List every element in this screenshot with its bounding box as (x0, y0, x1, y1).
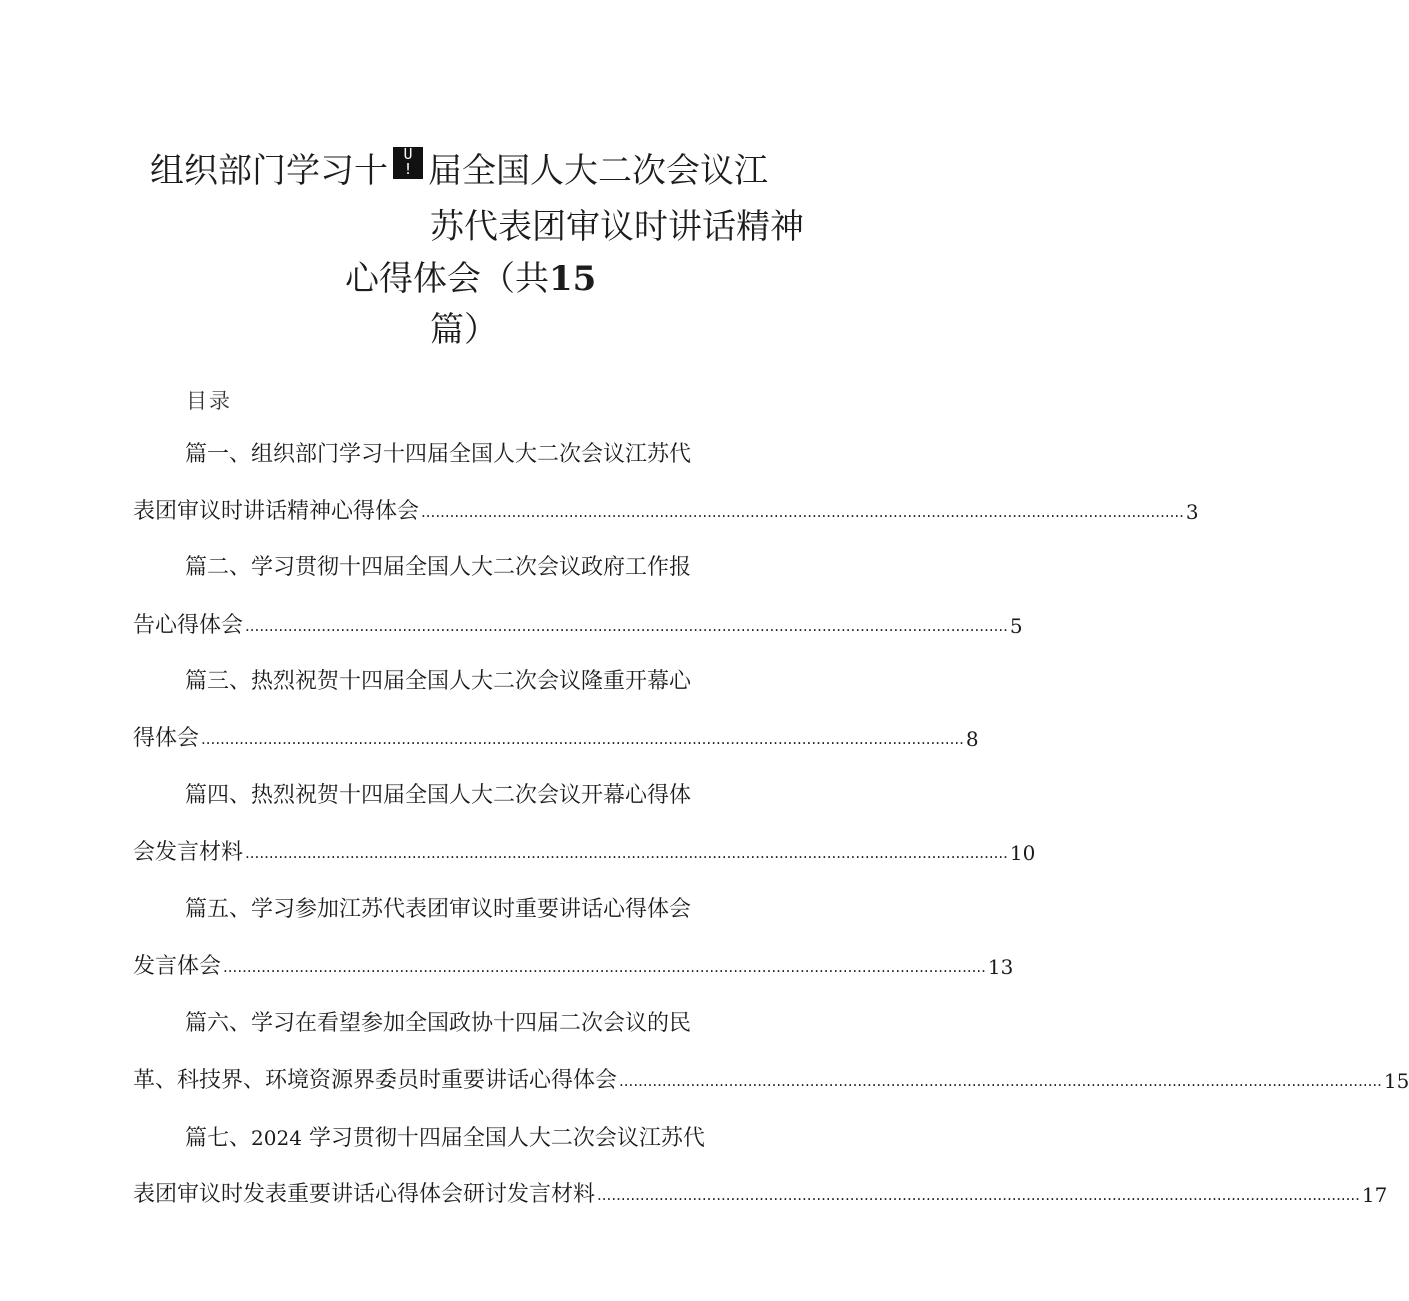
title-line-1-end: 届全国人大二次会议江 (428, 151, 768, 191)
title-line-4: 篇） (430, 310, 498, 350)
toc-entry-7-line2[interactable] (133, 1180, 1388, 1210)
toc-entry-5-line2[interactable] (133, 952, 1014, 982)
toc-entry-6-line2[interactable] (133, 1066, 1409, 1096)
toc-entry-text: 表团审议时发表重要讲话心得体会研讨发言材料 (133, 1182, 596, 1207)
toc-leader-dots: ................................................................................................................................................................ (223, 958, 986, 976)
toc-entry-1-line1[interactable]: 篇一、组织部门学习十四届全国人大二次会议江苏代 (185, 442, 692, 467)
toc-entry-text: 表团审议时讲话精神心得体会 (133, 499, 420, 524)
toc-entry-7-line1[interactable] (185, 1123, 705, 1154)
toc-entry-rest: 学习贯彻十四届全国人大二次会议江苏代 (308, 1126, 705, 1151)
toc-page-number: 13 (987, 955, 1014, 979)
toc-leader-dots: ................................................................................................................................................................ (245, 617, 1008, 635)
title-line-1-start: 组织部门学习十 (150, 151, 388, 191)
toc-entry-3-line1[interactable]: 篇三、热烈祝贺十四届全国人大二次会议隆重开幕心 (185, 669, 692, 694)
toc-page-number: 5 (1009, 614, 1023, 638)
toc-entry-2-line2[interactable] (133, 611, 1023, 641)
toc-heading: 目录 (186, 389, 232, 413)
toc-entry-3-line2[interactable] (133, 724, 979, 754)
toc-page-number: 17 (1361, 1183, 1388, 1207)
toc-entry-4-line1[interactable]: 篇四、热烈祝贺十四届全国人大二次会议开幕心得体 (185, 783, 692, 808)
glitch-bottom-char: ! (403, 160, 413, 178)
toc-leader-dots: ................................................................................................................................................................ (245, 844, 1008, 862)
title-count: 15 (549, 259, 597, 299)
title-line-3 (345, 259, 596, 299)
toc-entry-1-line2[interactable] (133, 497, 1199, 527)
toc-leader-dots: ................................................................................................................................................................ (619, 1072, 1382, 1090)
toc-entry-text: 会发言材料 (133, 840, 244, 865)
glitch-top-char: U (403, 145, 413, 163)
toc-page-number: 15 (1383, 1069, 1409, 1093)
toc-entry-6-line1[interactable]: 篇六、学习在看望参加全国政协十四届二次会议的民 (185, 1011, 692, 1036)
toc-entry-2-line1[interactable]: 篇二、学习贯彻十四届全国人大二次会议政府工作报 (185, 555, 692, 580)
toc-leader-dots: ................................................................................................................................................................ (421, 503, 1184, 521)
title-line-2: 苏代表团审议时讲话精神 (430, 207, 804, 247)
toc-page-number: 8 (965, 727, 979, 751)
toc-entry-5-line1[interactable]: 篇五、学习参加江苏代表团审议时重要讲话心得体会 (185, 897, 692, 922)
toc-entry-text: 告心得体会 (133, 613, 244, 638)
toc-entry-text: 发言体会 (133, 954, 222, 979)
toc-page-number: 10 (1009, 841, 1036, 865)
toc-leader-dots: ................................................................................................................................................................ (201, 730, 964, 748)
toc-entry-prefix: 篇七、 (185, 1126, 252, 1151)
toc-entry-text: 革、科技界、环境资源界委员时重要讲话心得体会 (133, 1068, 618, 1093)
toc-entry-text: 得体会 (133, 726, 200, 751)
toc-entry-year: 2024 (251, 1126, 302, 1150)
toc-page-number: 3 (1185, 500, 1199, 524)
toc-leader-dots: ................................................................................................................................................................ (597, 1186, 1360, 1204)
toc-entry-4-line2[interactable] (133, 838, 1036, 868)
title-glitch-mark (393, 147, 423, 179)
title-line-3-text: 心得体会（共 (345, 259, 549, 299)
